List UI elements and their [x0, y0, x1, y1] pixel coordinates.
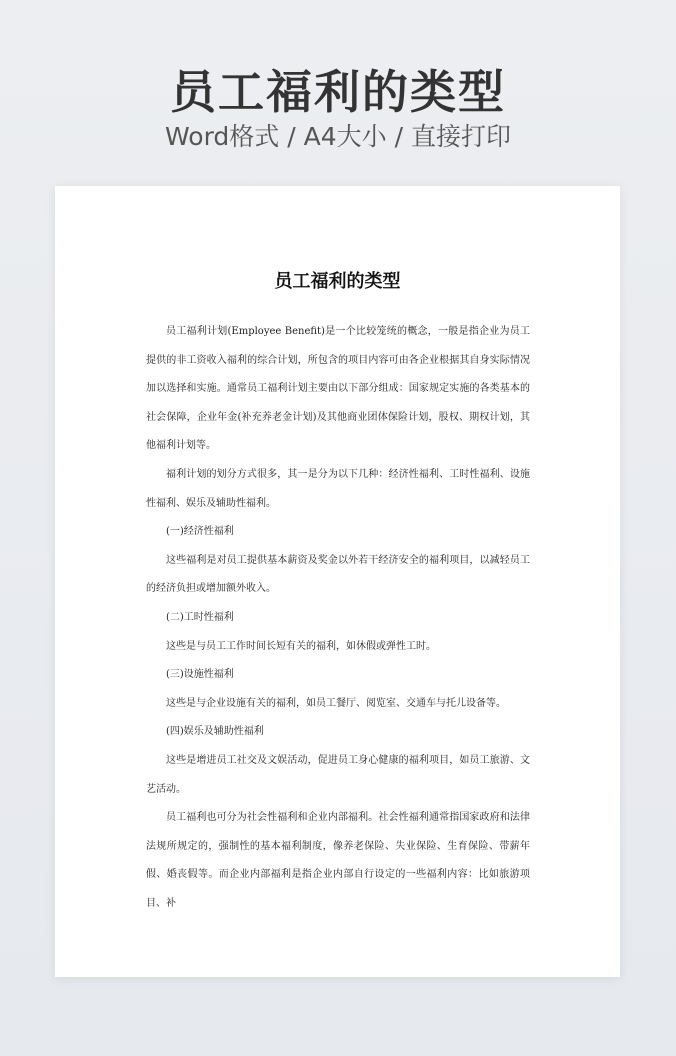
- heading-economic-benefits: (一)经济性福利: [166, 526, 234, 538]
- paragraph-working-time-benefits: 这些是与员工工作时间长短有关的福利，如休假或弹性工时。: [166, 640, 436, 652]
- paragraph-classification: 福利计划的划分方式很多，其一是分为以下几种：经济性福利、工时性福利、设施性福利、娱乐及辅助性福利。: [146, 468, 530, 509]
- heading-recreation-benefits: (四)娱乐及辅助性福利: [166, 726, 264, 738]
- heading-working-time-benefits: (二)工时性福利: [166, 611, 234, 623]
- paragraph-economic-benefits: 这些福利是对员工提供基本薪资及奖金以外若干经济安全的福利项目，以减轻员工的经济负担或增加额外收入。: [146, 554, 530, 595]
- paragraph-social-internal-benefits: 员工福利也可分为社会性福利和企业内部福利。社会性福利通常指国家政府和法律法规所规定的，强制性的基本福利制度，像养老保险、失业保险、生育保险、带薪年假、婚丧假等。而企业内部福利是指企业内部自行设定的一些福利内容：比如旅游项目、补: [146, 812, 530, 909]
- paragraph-intro: 员工福利计划(Employee Benefit)是一个比较笼统的概念，一般是指企业为员工提供的非工资收入福利的综合计划，所包含的项目内容可由各企业根据其自身实际情况加以选择和实施。通常员工福利计划主要由以下部分组成：国家规定实施的各类基本的社会保障，企业年金(补充养老金计划)及其他商业团体保险计划，股权、期权计划，其他福利计划等。: [146, 326, 530, 452]
- banner-subtitle: Word格式 / A4大小 / 直接打印: [165, 122, 511, 151]
- document-body: [146, 318, 530, 918]
- document-title: 员工福利的类型: [274, 271, 401, 292]
- paragraph-recreation-benefits: 这些是增进员工社交及文娱活动，促进员工身心健康的福利项目，如员工旅游、文艺活动。: [146, 754, 530, 795]
- paragraph-facility-benefits: 这些是与企业设施有关的福利，如员工餐厅、阅览室、交通车与托儿设备等。: [166, 697, 506, 709]
- heading-facility-benefits: (三)设施性福利: [166, 669, 234, 681]
- document-page: [55, 186, 620, 977]
- banner-title: 员工福利的类型: [170, 65, 506, 119]
